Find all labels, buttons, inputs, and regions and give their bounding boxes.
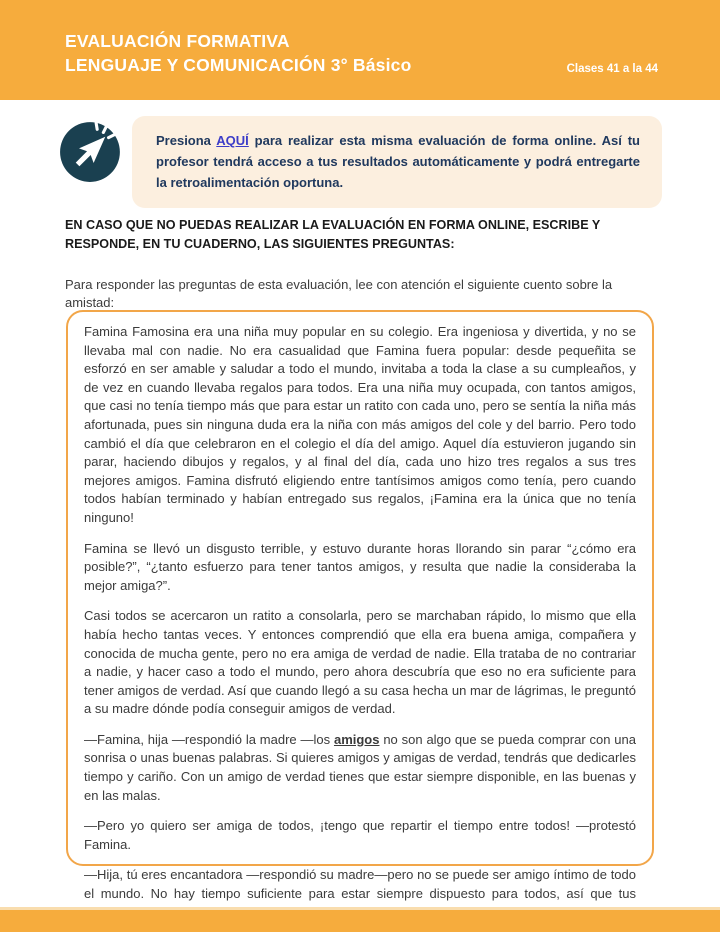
story-paragraph <box>84 540 636 596</box>
text-run: —Pero yo quiero ser amiga de todos, ¡tengo que repartir el tiempo entre todos! —protestó Famina. <box>84 818 636 852</box>
online-notice-text <box>156 133 640 190</box>
offline-instructions-heading: EN CASO QUE NO PUEDAS REALIZAR LA EVALUACIÓN EN FORMA ONLINE, ESCRIBE Y RESPONDE, EN TU CUADERNO, LAS SIGUIENTES PREGUNTAS: <box>65 218 601 251</box>
online-notice-row <box>58 116 662 208</box>
online-notice-box <box>132 116 662 208</box>
text-run: para realizar esta misma evaluación de forma online. Así tu profesor tendrá acceso a tus resultados automáticamente y podrá entregarte la retroalimentación oportuna. <box>156 133 640 190</box>
story-paragraph <box>84 323 636 528</box>
page-title-line1: EVALUACIÓN FORMATIVA <box>65 31 290 51</box>
text-run: Famina Famosina era una niña muy popular en su colegio. Era ingeniosa y divertida, y no se llevaba mal con nadie. No era casualidad que Famina fuera popular: desde pequeñita se esforzó en ser amable y saludar a todo el mundo, invitaba a toda la clase a su cumpleaños, y de vez en cuando llevaba regalos para todos. Era una niña muy ocupada, con tantos amigos, que casi no tenía tiempo más que para estar un ratito con cada uno, pero se sentía la niña más afortunada, pues sin ninguna duda era la niña con más amigos del cole y del barrio. Pero todo cambió el día que celebraron en el colegio el día del amigo. Aquel día estuvieron jugando sin parar, haciendo dibujos y regalos, y al final del día, cada uno hizo tres regalos a sus tres mejores amigos. Famina disfrutó eligiendo entre tantísimos amigos como tenía, pero cuando todos habían terminado y habían entregado sus regalos, ¡Famina era la única que no tenía ninguno! <box>84 324 636 525</box>
story-paragraph <box>84 817 636 854</box>
click-cursor-icon <box>58 118 124 184</box>
footer-bar <box>0 910 720 932</box>
online-evaluation-link[interactable]: AQUÍ <box>216 133 249 148</box>
text-run: no son algo que se pueda comprar con una sonrisa o unas buenas palabras. Si quieres amigos y amigas de verdad, tendrás que dedicarles tiempo y cariño. Con un amigo de verdad tienes que estar siempre disponible, en las buenas y en las malas. <box>84 731 636 803</box>
page-title-line2: LENGUAJE Y COMUNICACIÓN 3° Básico <box>65 54 412 75</box>
story-paragraph <box>84 731 636 805</box>
text-run: Presiona <box>156 133 217 148</box>
story-paragraph <box>84 607 636 719</box>
emphasized-word: amigos <box>333 731 380 747</box>
text-run: —Hija, tú eres encantadora —respondió su madre—pero no se puede ser amigo íntimo de todo el mundo. No hay tiempo suficiente para estar siempre dispuesto para todos, así que tus <box>84 867 636 902</box>
story-box <box>66 310 654 902</box>
reading-intro-text: Para responder las preguntas de esta evaluación, lee con atención el siguiente cuento sobre la amistad: <box>65 277 613 311</box>
text-run: Casi todos se acercaron un ratito a consolarla, pero se marchaban rápido, lo mismo que ella había hecho tantas veces. Y entonces comprendió que ella era buena amiga, compañera y conocida de mucha gente, pero no era amiga de verdad de nadie. Ella trataba de no contrariar a nadie, y hacer caso a todo el mundo, pero ahora descubría que eso no era suficiente para tener amigos de verdad. Así que cuando llegó a su casa hecha un mar de lágrimas, le preguntó a su madre dónde podía conseguir amigos de verdad. <box>84 608 636 717</box>
classes-badge: Clases 41 a la 44 <box>566 63 658 75</box>
text-run: —Famina, hija —respondió la madre —los <box>84 731 334 747</box>
document-header <box>0 0 720 100</box>
text-run: Famina se llevó un disgusto terrible, y estuvo durante horas llorando sin parar “¿cómo era posible?”, “¿tanto esfuerzo para tener tantos amigos, y resulta que nadie la consideraba la mejor amiga?”. <box>84 540 636 593</box>
